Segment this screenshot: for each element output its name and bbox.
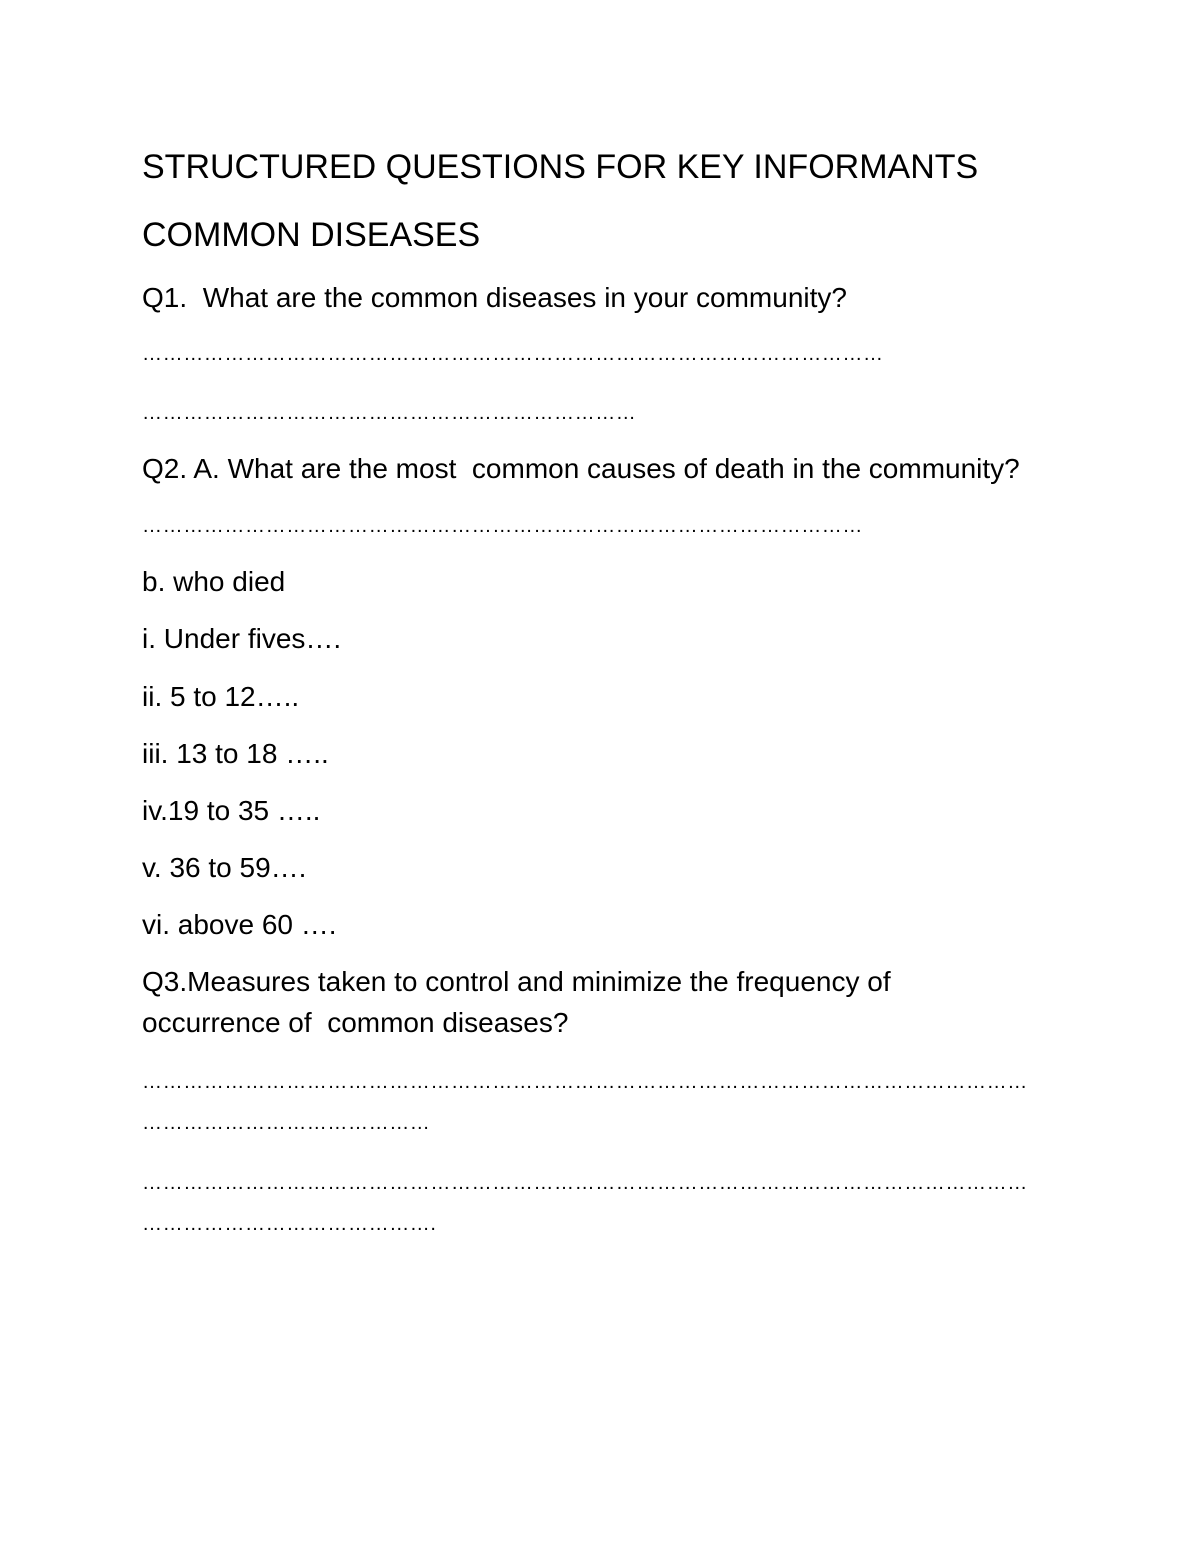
answer-line: ………………………………………………………………	[142, 402, 637, 424]
age-option: vi. above 60 ….	[142, 909, 337, 940]
age-option: v. 36 to 59….	[142, 852, 307, 883]
age-option: iv.19 to 35 …..	[142, 795, 321, 826]
age-option: iii. 13 to 18 …..	[142, 738, 329, 769]
answer-line: ………………………………………………………………………………………………	[142, 343, 884, 365]
section-heading: COMMON DISEASES	[142, 216, 481, 254]
question-3-continued: occurrence of common diseases?	[142, 1007, 569, 1038]
answer-line: …………………………………………………………………………………………………………………	[142, 1071, 1028, 1093]
age-option: i. Under fives….	[142, 623, 342, 654]
answer-line: …………………………………….	[142, 1213, 437, 1235]
document-title: STRUCTURED QUESTIONS FOR KEY INFORMANTS	[142, 148, 979, 186]
answer-line: …………………………………………………………………………………………………………………	[142, 1172, 1028, 1194]
answer-line: ……………………………………	[142, 1112, 431, 1134]
question-3: Q3.Measures taken to control and minimize the frequency of	[142, 966, 891, 997]
question-1: Q1. What are the common diseases in your community?	[142, 282, 847, 313]
question-2b: b. who died	[142, 566, 286, 597]
age-option: ii. 5 to 12…..	[142, 681, 300, 712]
answer-line: ……………………………………………………………………………………………	[142, 515, 863, 537]
question-2a: Q2. A. What are the most common causes of death in the community?	[142, 453, 1020, 484]
